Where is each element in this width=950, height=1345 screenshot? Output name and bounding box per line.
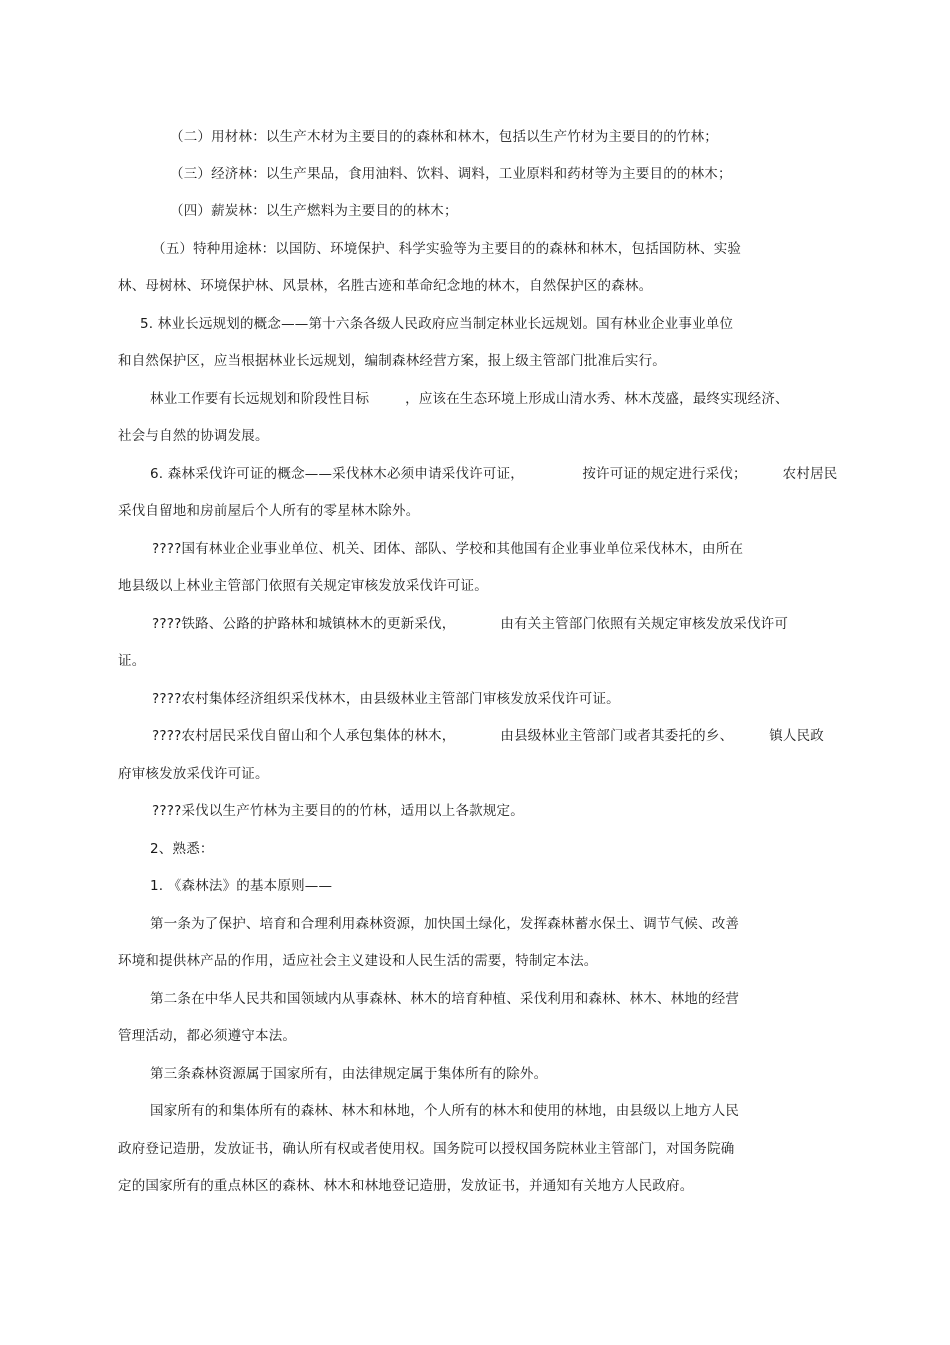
text-line: ????采伐以生产竹林为主要目的的竹林，适用以上各款规定。 — [152, 803, 524, 819]
text-line: 管理活动，都必须遵守本法。 — [118, 1028, 297, 1044]
text-line: 定的国家所有的重点林区的森林、林木和林地登记造册，发放证书，并通知有关地方人民政府。 — [118, 1178, 694, 1194]
text-line: 和自然保护区，应当根据林业长远规划，编制森林经营方案，报上级主管部门批准后实行。 — [118, 353, 666, 369]
text-line: 采伐自留地和房前屋后个人所有的零星林木除外。 — [118, 503, 420, 519]
text-line: 第三条森林资源属于国家所有，由法律规定属于集体所有的除外。 — [150, 1066, 548, 1082]
text-line: 林、母树林、环境保护林、风景林，名胜古迹和革命纪念地的林木，自然保护区的森林。 — [118, 278, 653, 294]
text-line: 林业工作要有长远规划和阶段性目标 ，应该在生态环境上形成山清水秀、林木茂盛，最终实现经济、 — [150, 391, 789, 407]
text-line: 国家所有的和集体所有的森林、林木和林地，个人所有的林木和使用的林地，由县级以上地方人民 — [150, 1103, 740, 1119]
text-line: 政府登记造册，发放证书，确认所有权或者使用权。国务院可以授权国务院林业主管部门，对国务院确 — [118, 1141, 735, 1157]
text-line: （四）薪炭林：以生产燃料为主要目的的林木； — [170, 203, 458, 219]
text-line: 第一条为了保护、培育和合理利用森林资源，加快国土绿化，发挥森林蓄水保土、调节气候、改善 — [150, 916, 740, 932]
text-line: 6. 森林采伐许可证的概念——采伐林木必须申请采伐许可证， 按许可证的规定进行采伐； 农村居民 — [150, 466, 838, 482]
text-line: （二）用材林：以生产木材为主要目的的森林和林木，包括以生产竹材为主要目的的竹林； — [170, 129, 718, 145]
text-line: 第二条在中华人民共和国领域内从事森林、林木的培育种植、采伐利用和森林、林木、林地的经营 — [150, 991, 740, 1007]
text-line: ????农村居民采伐自留山和个人承包集体的林木， 由县级林业主管部门或者其委托的乡、 镇人民政 — [152, 728, 825, 744]
text-line: 环境和提供林产品的作用，适应社会主义建设和人民生活的需要，特制定本法。 — [118, 953, 598, 969]
text-line: ????铁路、公路的护路林和城镇林木的更新采伐， 由有关主管部门依照有关规定审核发放采伐许可 — [152, 616, 789, 632]
text-line: 5. 林业长远规划的概念——第十六条各级人民政府应当制定林业长远规划。国有林业企业事业单位 — [140, 316, 734, 332]
text-line: ????农村集体经济组织采伐林木，由县级林业主管部门审核发放采伐许可证。 — [152, 691, 620, 707]
section-heading: 2、熟悉： — [150, 841, 214, 857]
text-line: （五）特种用途林：以国防、环境保护、科学实验等为主要目的的森林和林木，包括国防林、实验 — [152, 241, 742, 257]
text-line: 社会与自然的协调发展。 — [118, 428, 269, 444]
text-line: 证。 — [118, 653, 146, 669]
text-line: 地县级以上林业主管部门依照有关规定审核发放采伐许可证。 — [118, 578, 488, 594]
text-line: ????国有林业企业事业单位、机关、团体、部队、学校和其他国有企业事业单位采伐林木，由所在 — [152, 541, 744, 557]
text-line: 府审核发放采伐许可证。 — [118, 766, 269, 782]
section-heading: 1. 《森林法》的基本原则—— — [150, 878, 333, 894]
text-line: （三）经济林：以生产果品，食用油料、饮料、调料，工业原料和药材等为主要目的的林木； — [170, 166, 732, 182]
